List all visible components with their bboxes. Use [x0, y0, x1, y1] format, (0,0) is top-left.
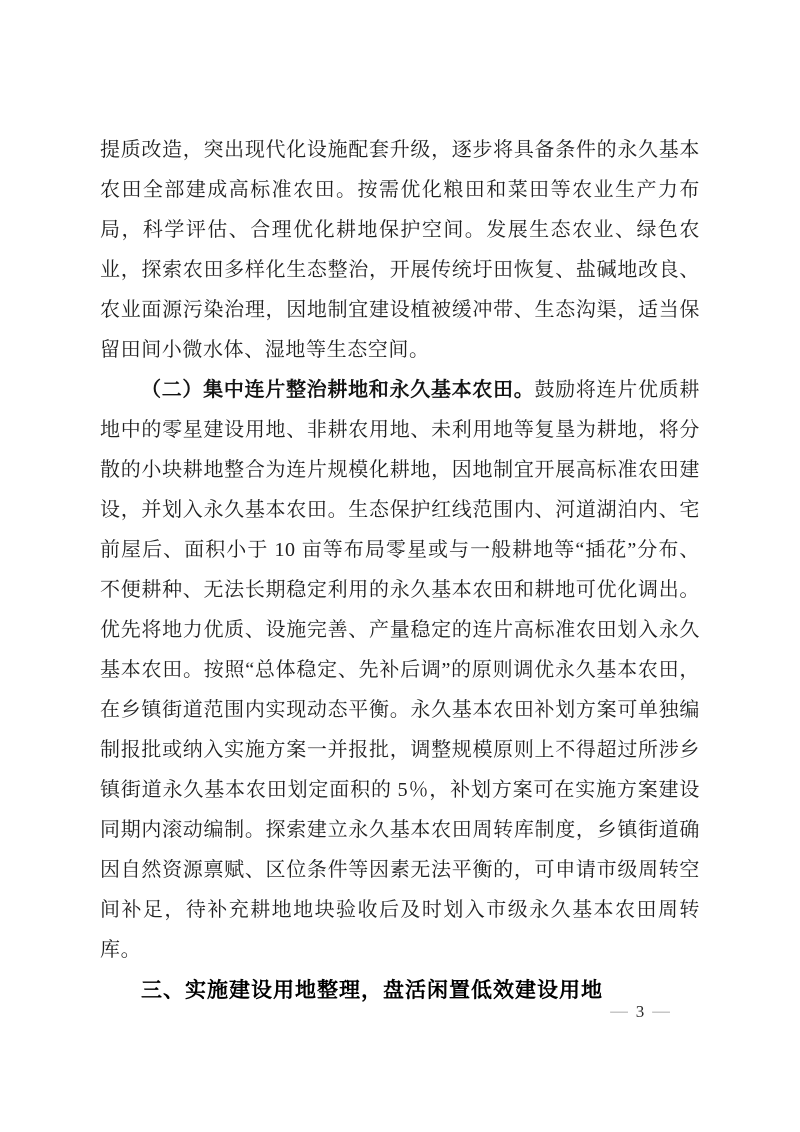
- page-number: [596, 1000, 684, 1024]
- paragraph-continuation: [100, 130, 700, 370]
- paragraph-continuation-text: 提质改造，突出现代化设施配套升级，逐步将具备条件的永久基本农田全部建成高标准农田。按需优化粮田和菜田等农业生产力布局，科学评估、合理优化耕地保护空间。发展生态农业、绿色农业，探索农田多样化生态整治，开展传统圩田恢复、盐碱地改良、农业面源污染治理，因地制宜建设植被缓冲带、生态沟渠，适当保留田间小微水体、湿地等生态空间。: [100, 139, 700, 361]
- section-2-lead-heading: （二）集中连片整治耕地和永久基本农田。: [141, 379, 535, 401]
- page-number-dash-right: —: [652, 1003, 671, 1020]
- page-number-value: 3: [635, 1002, 645, 1021]
- paragraph-section-2: [100, 370, 700, 970]
- section-3-heading: 三、实施建设用地整理，盘活闲置低效建设用地: [141, 979, 603, 1002]
- section-2-body-text: 鼓励将连片优质耕地中的零星建设用地、非耕农用地、未利用地等复垦为耕地，将分散的小块耕地整合为连片规模化耕地，因地制宜开展高标准农田建设，并划入永久基本农田。生态保护红线范围内、河道湖泊内、宅前屋后、面积小于 10 亩等布局零星或与一般耕地等“插花”分布、不便耕种、无法长期稳定利用的永久基本农田和耕地可优化调出。优先将地力优质、设施完善、产量稳定的连片高标准农田划入永久基本农田。按照“总体稳定、先补后调”的原则调优永久基本农田，在乡镇街道范围内实现动态平衡。永久基本农田补划方案可单独编制报批或纳入实施方案一并报批，调整规模原则上不得超过所涉乡镇街道永久基本农田划定面积的 5％，补划方案可在实施方案建设同期内滚动编制。探索建立永久基本农田周转库制度，乡镇街道确因自然资源禀赋、区位条件等因素无法平衡的，可申请市级周转空间补足，待补充耕地地块验收后及时划入市级永久基本农田周转库。: [100, 379, 700, 961]
- page-number-dash-left: —: [609, 1003, 628, 1020]
- document-body: [100, 130, 700, 1012]
